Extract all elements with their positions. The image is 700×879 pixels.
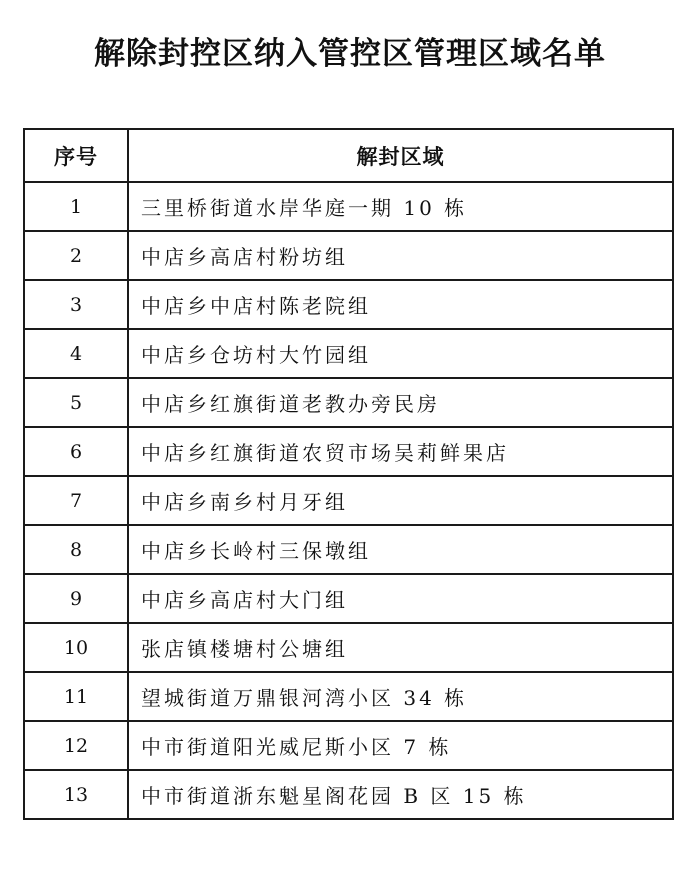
table-row bbox=[24, 672, 673, 721]
area-list-table bbox=[23, 128, 674, 820]
table-row bbox=[24, 378, 673, 427]
header-row bbox=[24, 129, 673, 182]
column-header-number: 序号 bbox=[24, 129, 128, 182]
row-number: 8 bbox=[24, 525, 128, 574]
table-row bbox=[24, 770, 673, 819]
row-area: 张店镇楼塘村公塘组 bbox=[128, 623, 673, 672]
row-area: 中市街道阳光威尼斯小区 7 栋 bbox=[128, 721, 673, 770]
row-number: 3 bbox=[24, 280, 128, 329]
row-area: 中店乡长岭村三保墩组 bbox=[128, 525, 673, 574]
table-row bbox=[24, 476, 673, 525]
row-area: 望城街道万鼎银河湾小区 34 栋 bbox=[128, 672, 673, 721]
row-area: 中店乡红旗街道农贸市场吴莉鲜果店 bbox=[128, 427, 673, 476]
area-list-table-container bbox=[23, 128, 672, 820]
column-header-area: 解封区域 bbox=[128, 129, 673, 182]
row-area: 中店乡仓坊村大竹园组 bbox=[128, 329, 673, 378]
row-number: 11 bbox=[24, 672, 128, 721]
row-number: 10 bbox=[24, 623, 128, 672]
row-number: 7 bbox=[24, 476, 128, 525]
table-body bbox=[24, 182, 673, 819]
row-number: 12 bbox=[24, 721, 128, 770]
row-number: 2 bbox=[24, 231, 128, 280]
row-area: 中店乡高店村粉坊组 bbox=[128, 231, 673, 280]
row-area: 中市街道浙东魁星阁花园 B 区 15 栋 bbox=[128, 770, 673, 819]
row-number: 13 bbox=[24, 770, 128, 819]
row-area: 中店乡红旗街道老教办旁民房 bbox=[128, 378, 673, 427]
row-area: 中店乡高店村大门组 bbox=[128, 574, 673, 623]
row-number: 6 bbox=[24, 427, 128, 476]
table-row bbox=[24, 525, 673, 574]
table-header bbox=[24, 129, 673, 182]
table-row bbox=[24, 623, 673, 672]
table-row bbox=[24, 427, 673, 476]
table-row bbox=[24, 280, 673, 329]
row-number: 1 bbox=[24, 182, 128, 231]
row-number: 4 bbox=[24, 329, 128, 378]
row-number: 9 bbox=[24, 574, 128, 623]
row-area: 三里桥街道水岸华庭一期 10 栋 bbox=[128, 182, 673, 231]
row-area: 中店乡中店村陈老院组 bbox=[128, 280, 673, 329]
table-row bbox=[24, 231, 673, 280]
page-title: 解除封控区纳入管控区管理区域名单 bbox=[94, 36, 606, 72]
table-row bbox=[24, 721, 673, 770]
table-row bbox=[24, 182, 673, 231]
row-number: 5 bbox=[24, 378, 128, 427]
table-row bbox=[24, 574, 673, 623]
table-row bbox=[24, 329, 673, 378]
row-area: 中店乡南乡村月牙组 bbox=[128, 476, 673, 525]
